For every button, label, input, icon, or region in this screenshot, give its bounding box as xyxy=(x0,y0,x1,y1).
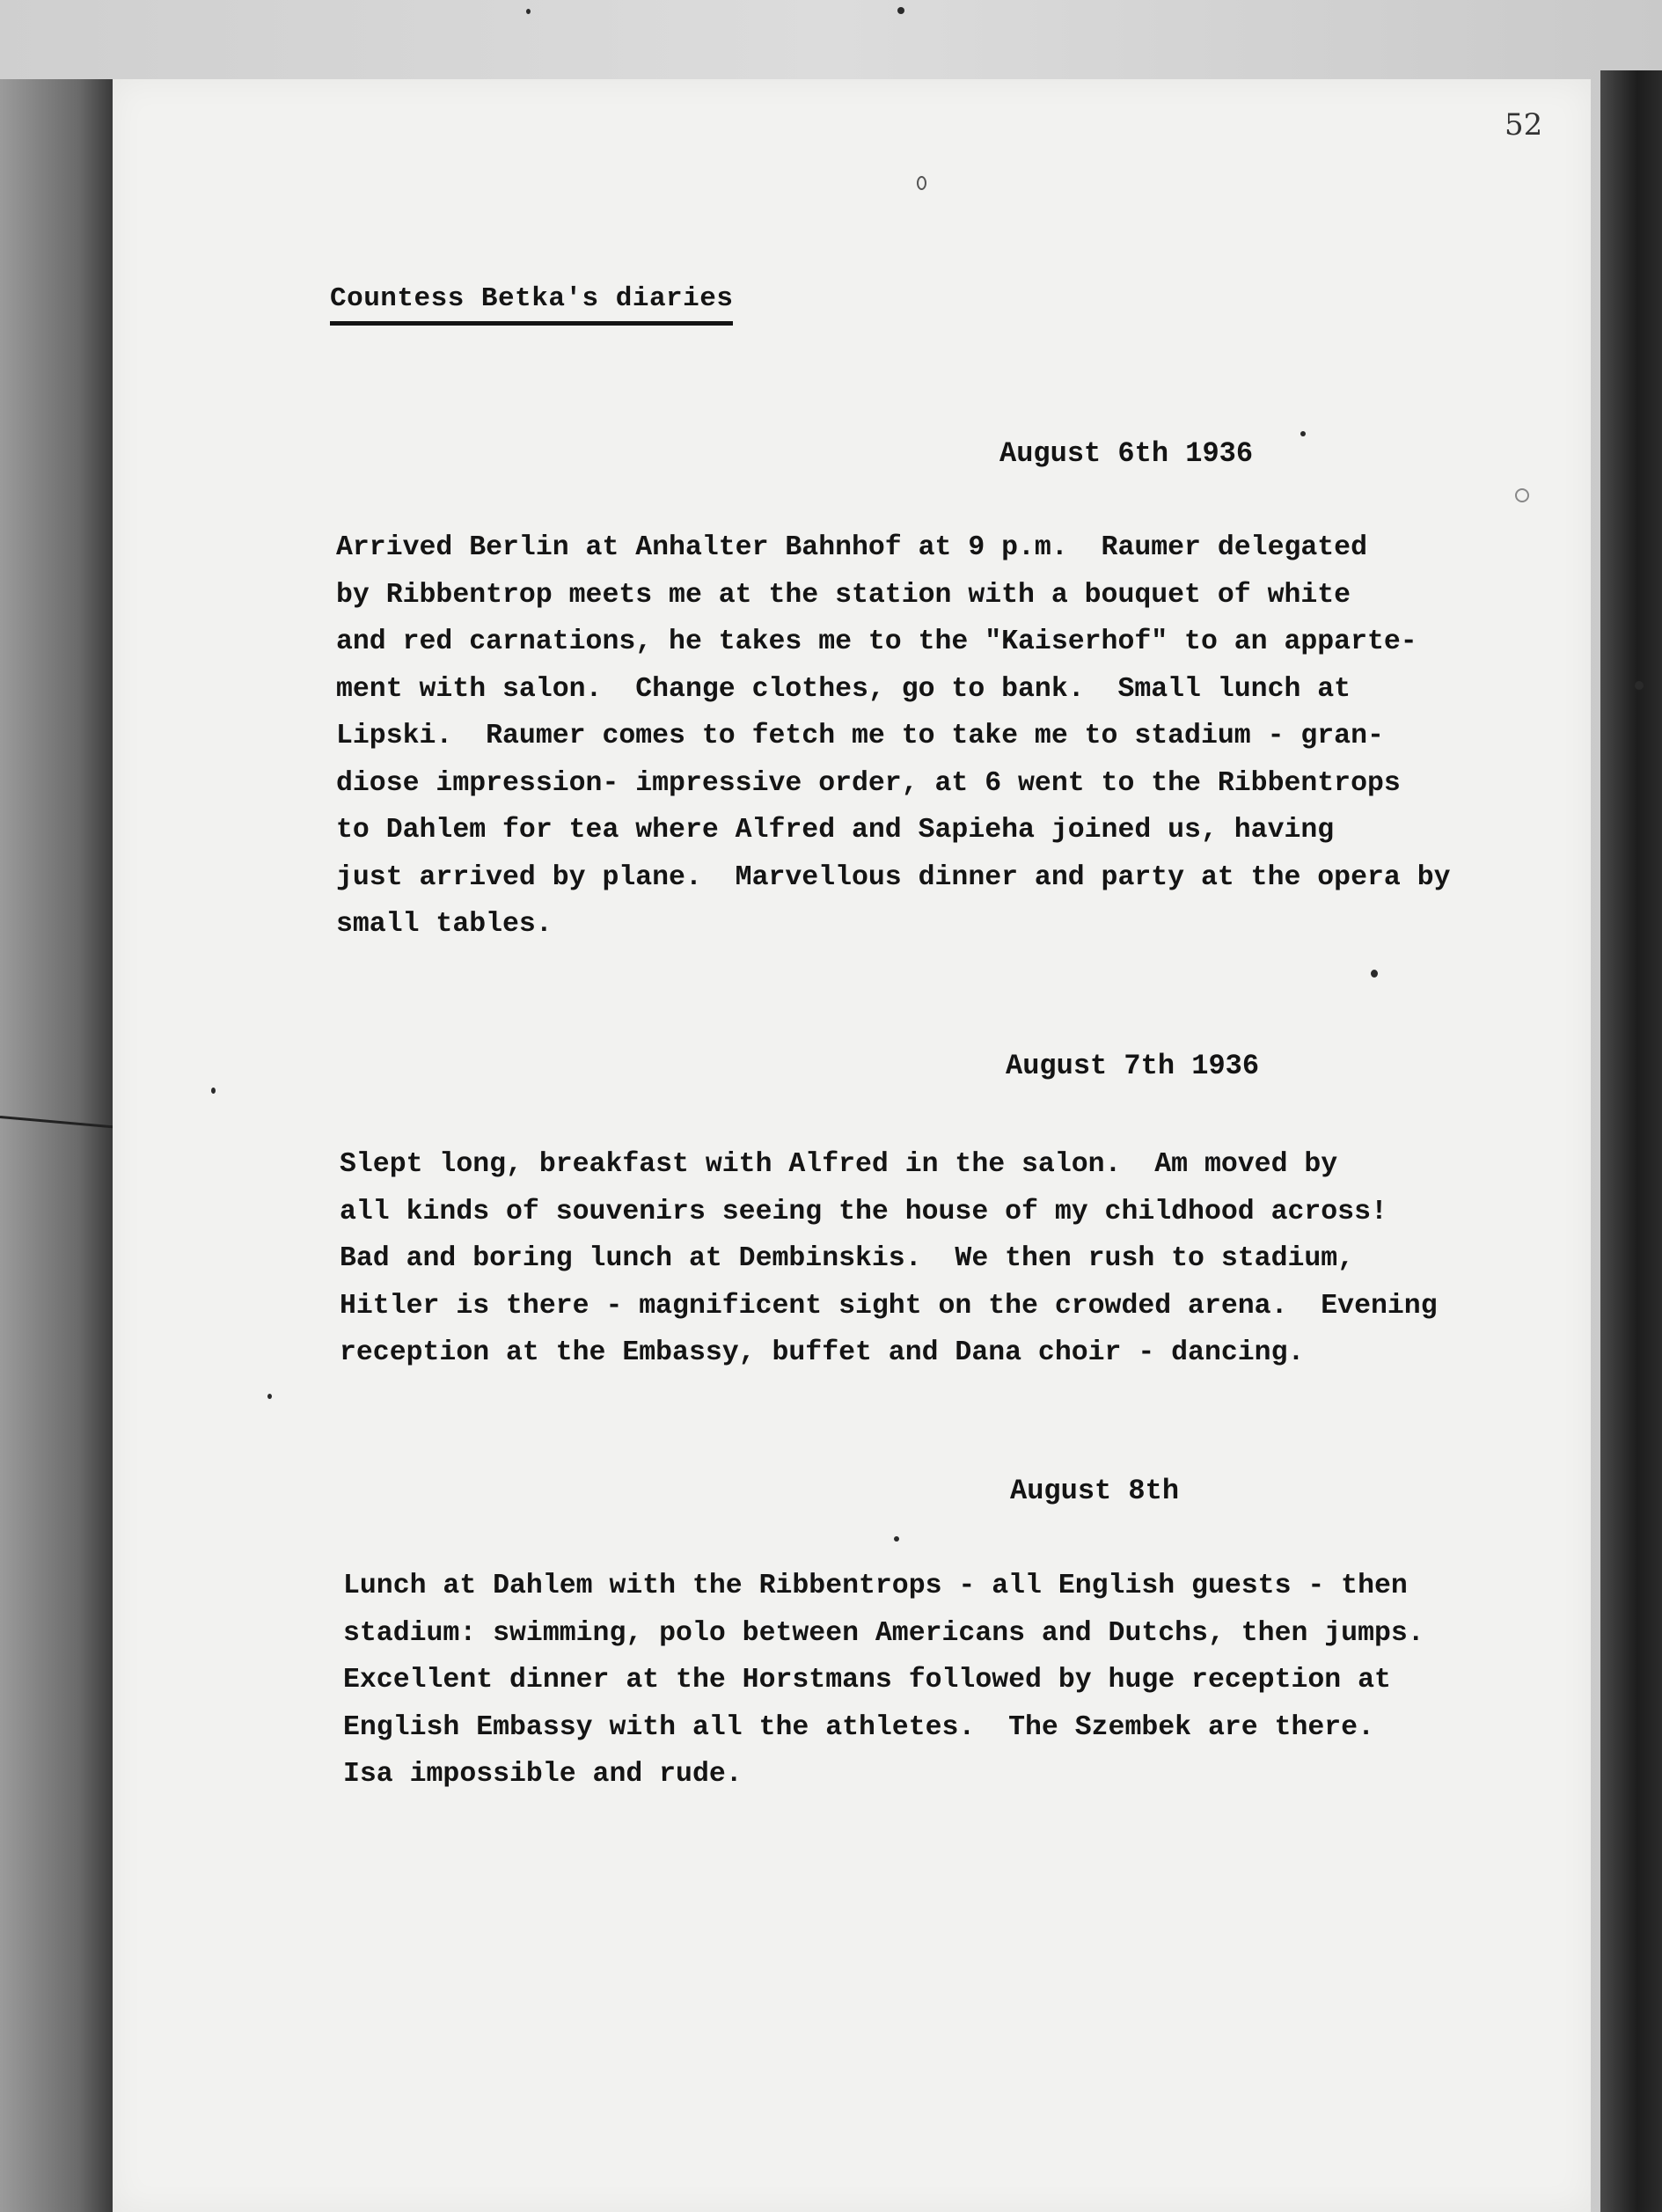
entry-text: Slept long, breakfast with Alfred in the salon. Am moved by all kinds of souvenirs seeing the house of my childhood across! Bad and boring lunch at Dembinskis. We then rush to stadium, Hitler is there - magnificent sight on the crowded arena. Evening reception at the Embassy, buffet and Dana choir - dancing. xyxy=(340,1149,1438,1368)
dust-speck xyxy=(897,7,904,14)
dust-speck xyxy=(1515,488,1529,502)
entry-text: Lunch at Dahlem with the Ribbentrops - all English guests - then stadium: swimming, polo between Americans and Dutchs, then jumps. Excellent dinner at the Horstmans followed by huge reception at English Embassy with all the athletes. The Szembek are there. Isa impossible and rude. xyxy=(343,1571,1424,1790)
dust-speck xyxy=(1300,431,1306,436)
scan-right-edge xyxy=(1600,70,1662,2212)
dust-speck xyxy=(1371,970,1378,978)
entry-date: August 7th 1936 xyxy=(1006,1050,1260,1082)
dust-speck xyxy=(1635,681,1644,690)
dust-speck xyxy=(211,1088,216,1094)
dust-speck xyxy=(894,1536,899,1542)
dust-speck xyxy=(526,9,531,14)
scan-left-edge xyxy=(0,79,113,2212)
dust-speck xyxy=(267,1394,272,1399)
page-number: 52 xyxy=(1505,107,1543,143)
document-title: Countess Betka's diaries xyxy=(330,283,733,326)
entry-text: Arrived Berlin at Anhalter Bahnhof at 9 p.m. Raumer delegated by Ribbentrop meets me at the station with a bouquet of white and red carnations, he takes me to the "Kaiserhof" to an apparte- ment with salon. Change clothes, go to bank. Small lunch at Lipski. Raumer comes to fetch me to take me to stadium - gran- diose impression- impressive order, at 6 went to the Ribbentrops to Dahlem for tea where Alfred and Sapieha joined us, having just arrived by plane. Marvellous dinner and party at the opera by small tables. xyxy=(336,532,1451,940)
entry-date: August 6th 1936 xyxy=(999,437,1254,470)
dust-speck xyxy=(917,176,926,190)
entry-date: August 8th xyxy=(1010,1475,1180,1507)
